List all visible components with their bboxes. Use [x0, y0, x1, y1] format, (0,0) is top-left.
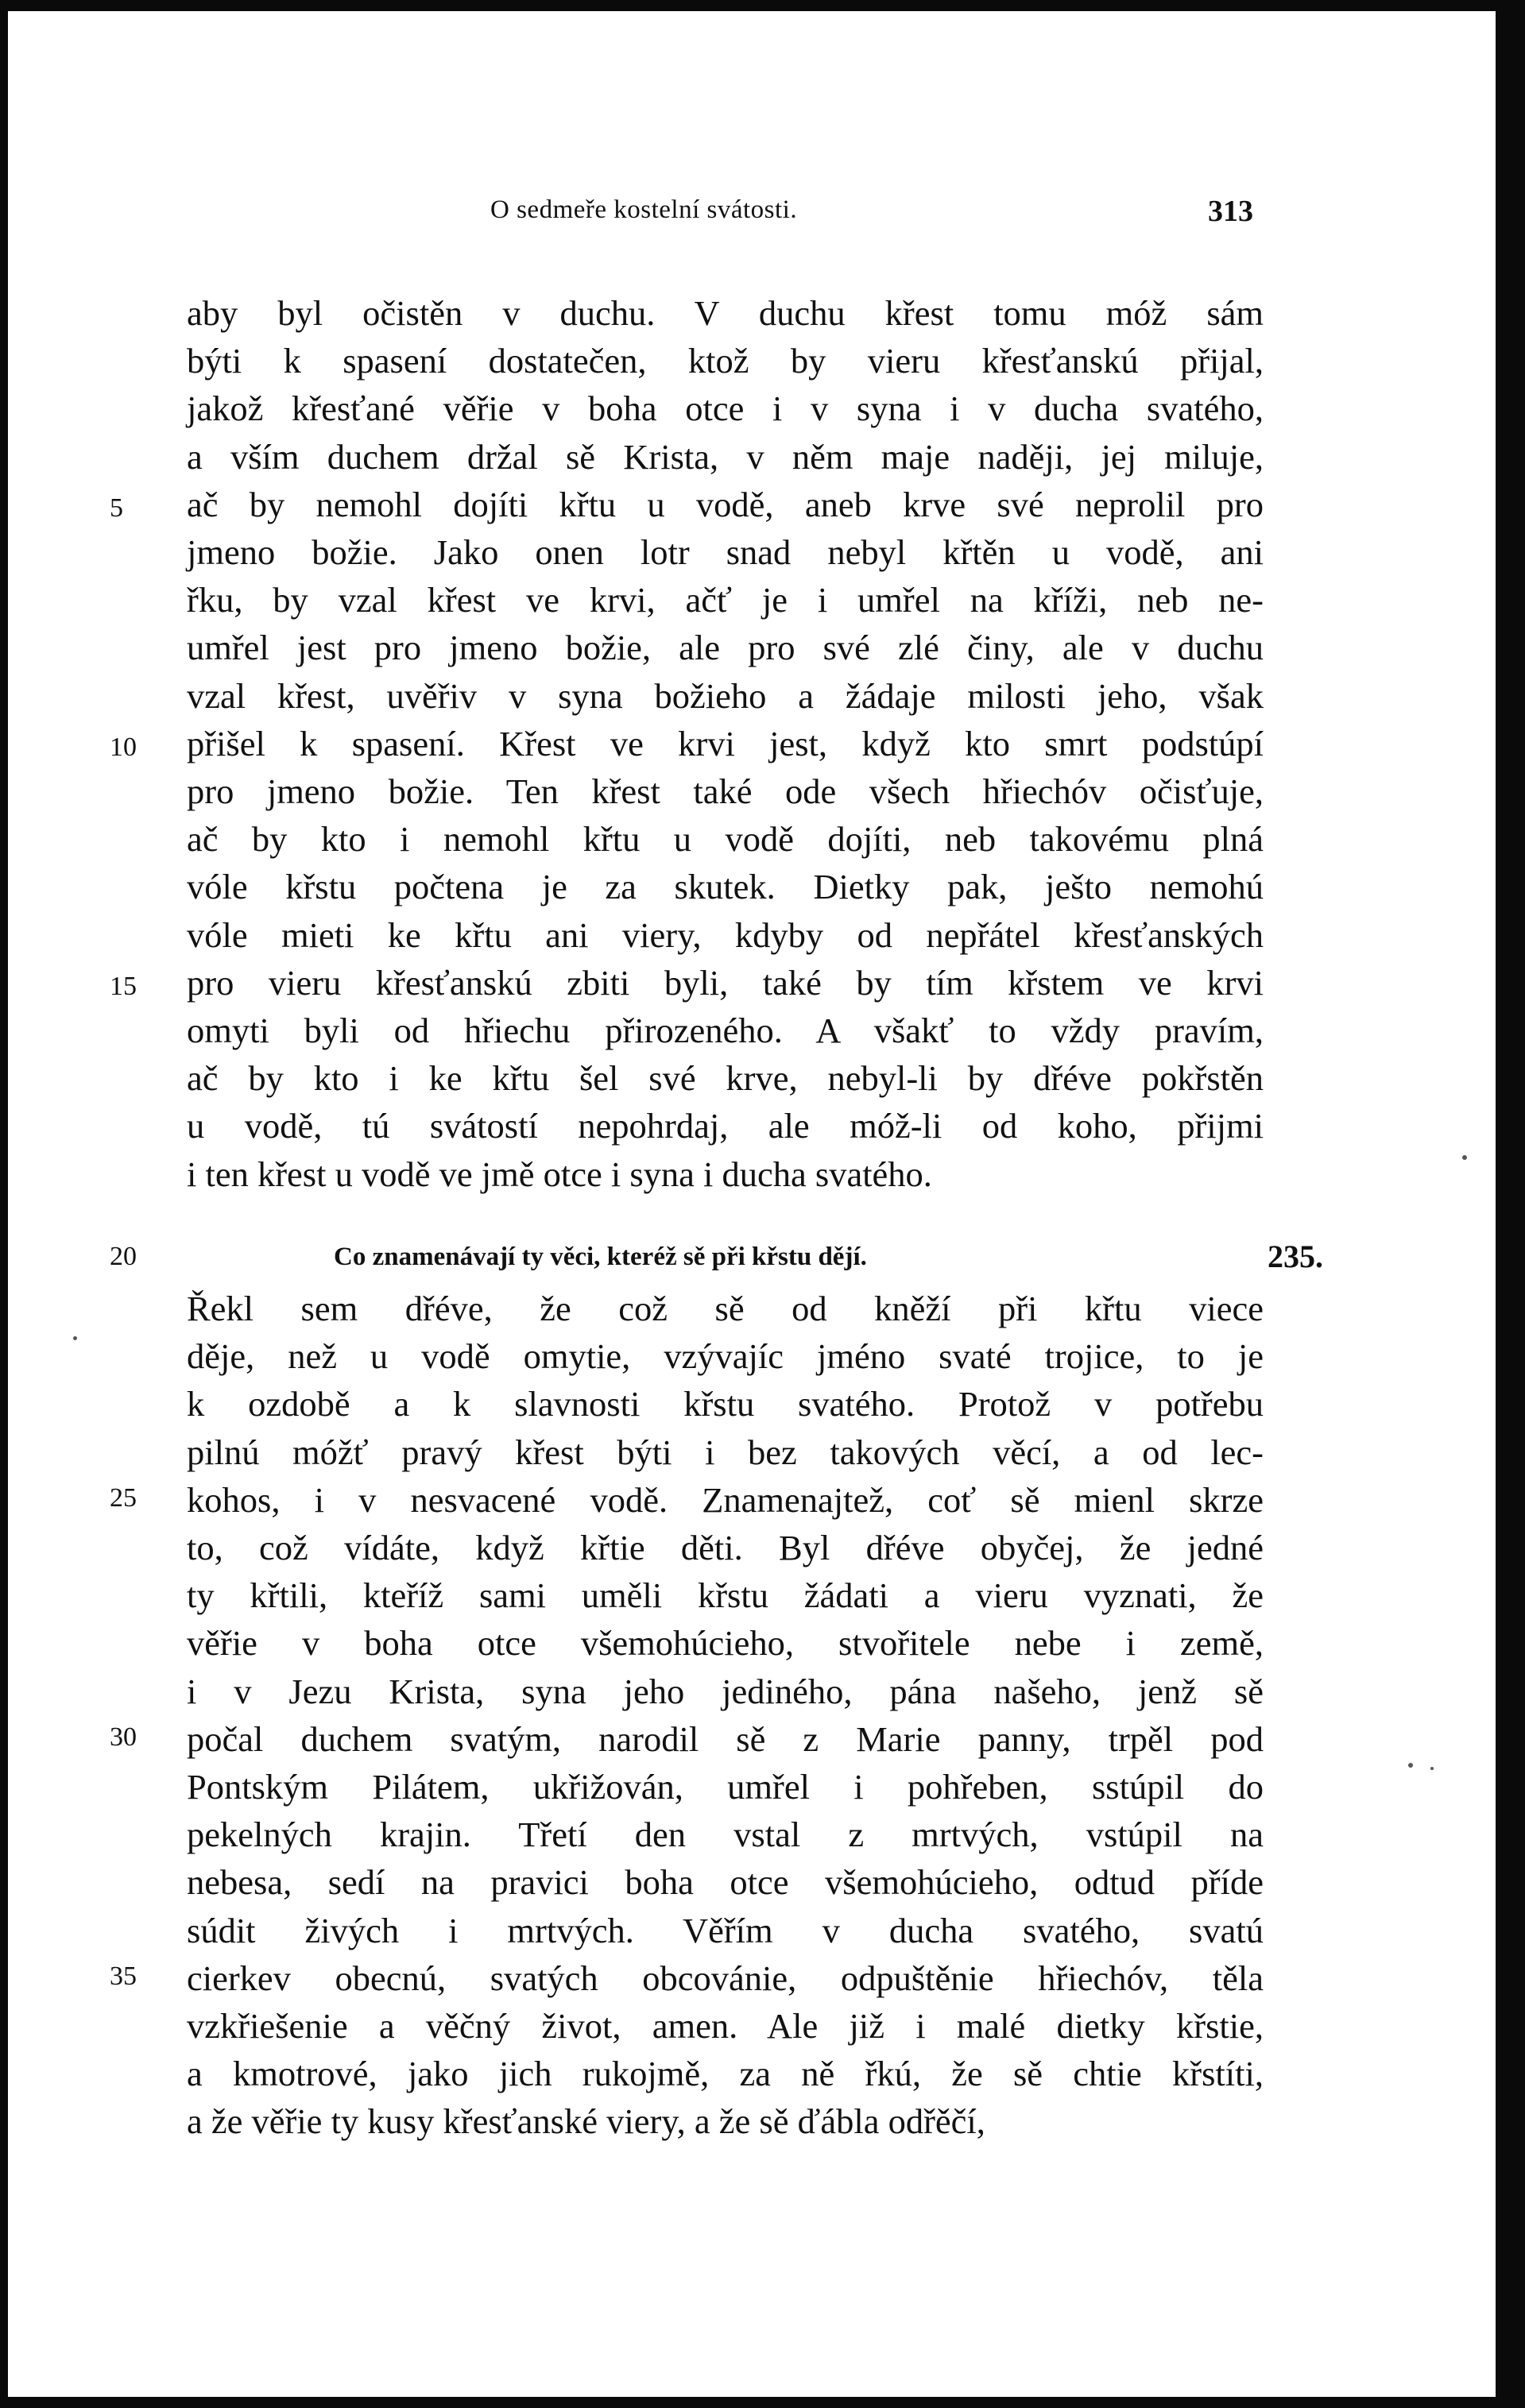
scan-speck	[1408, 1763, 1413, 1768]
text-line: pekelných krajin. Třetí den vstal z mrtvých, vstúpil na	[187, 1815, 1264, 1855]
text-line: to, což vídáte, když křtie děti. Byl dřéve obyčej, že jedné	[187, 1528, 1264, 1567]
text-line: jakož křesťané věřie v boha otce i v syna i v ducha svatého,	[187, 388, 1264, 429]
text-line: jmeno božie. Jako onen lotr snad nebyl křtěn u vodě, ani	[187, 532, 1264, 572]
text-line: pro jmeno božie. Ten křest také ode všech hřiechóv očisťuje,	[187, 771, 1264, 811]
page-number: 313	[1208, 195, 1253, 228]
margin-line-number: 15	[110, 972, 137, 1001]
margin-line-number: 35	[110, 1962, 137, 1991]
text-line: ty křtili, kteříž sami uměli křstu žádati a vieru vyznati, že	[187, 1575, 1264, 1616]
running-title: O sedmeře kostelní svátosti.	[490, 195, 798, 224]
text-line: věřie v boha otce všemohúcieho, stvořitele nebe i země,	[187, 1623, 1264, 1664]
text-line: vóle mieti ke křtu ani viery, kdyby od nepřátel křesťanských	[187, 914, 1264, 955]
text-line: nebesa, sedí na pravici boha otce všemohúcieho, odtud příde	[187, 1862, 1264, 1903]
text-line: a že věřie ty kusy křesťanské viery, a že sě ďábla odřěčí,	[187, 2101, 985, 2142]
text-line: u vodě, tú svátostí nepohrdaj, ale móž-li od koho, přijmi	[187, 1106, 1264, 1146]
section-heading	[8, 1233, 1496, 1281]
text-line: ač by kto i ke křtu šel své krve, nebyl-li by dřéve pokřstěn	[187, 1058, 1264, 1099]
heading-title: Co znamenávají ty věci, kteréž sě při křstu dějí.	[334, 1243, 867, 1271]
text-line: ač by nemohl dojíti křtu u vodě, aneb krve své neprolil pro	[187, 484, 1264, 524]
book-page	[8, 11, 1496, 2397]
text-line: i ten křest u vodě ve jmě otce i syna i ducha svatého.	[187, 1154, 932, 1194]
scan-speck	[73, 1336, 77, 1340]
scan-speck	[1430, 1767, 1434, 1770]
text-line: vóle křstu počtena je za skutek. Dietky pak, ješto nemohú	[187, 867, 1264, 907]
text-line: súdit živých i mrtvých. Věřím v ducha svatého, svatú	[187, 1910, 1264, 1950]
text-line: Pontským Pilátem, ukřižován, umřel i pohřeben, sstúpil do	[187, 1767, 1264, 1807]
page-header	[8, 192, 1496, 232]
margin-line-number: 5	[110, 493, 123, 523]
margin-line-number: 30	[110, 1722, 137, 1752]
text-line: pro vieru křesťanskú zbiti byli, také by tím křstem ve krvi	[187, 962, 1264, 1003]
text-line: řku, by vzal křest ve krvi, ačť je i umřel na kříži, neb ne-	[187, 580, 1264, 620]
margin-line-number: 10	[110, 732, 137, 762]
scan-speck	[1462, 1155, 1467, 1160]
heading-line-number: 20	[110, 1242, 137, 1271]
text-line: kohos, i v nesvacené vodě. Znamenajtež, coť sě mienl skrze	[187, 1479, 1264, 1520]
text-line: cierkev obecnú, svatých obcovánie, odpuštěnie hřiechóv, těla	[187, 1958, 1264, 1998]
section-number: 235.	[1268, 1239, 1323, 1274]
text-line: umřel jest pro jmeno božie, ale pro své zlé činy, ale v duchu	[187, 628, 1264, 668]
text-line: k ozdobě a k slavnosti křstu svatého. Protož v potřebu	[187, 1384, 1264, 1424]
margin-line-number: 25	[110, 1483, 137, 1513]
text-line: přišel k spasení. Křest ve krvi jest, když kto smrt podstúpí	[187, 723, 1264, 763]
text-line: aby byl očistěn v duchu. V duchu křest tomu móž sám	[187, 293, 1264, 333]
text-line: děje, než u vodě omytie, vzývajíc jméno svaté trojice, to je	[187, 1336, 1264, 1377]
text-line: ač by kto i nemohl křtu u vodě dojíti, neb takovému plná	[187, 819, 1264, 860]
text-line: i v Jezu Krista, syna jeho jediného, pána našeho, jenž sě	[187, 1671, 1264, 1711]
text-line: vzal křest, uvěřiv v syna božieho a žádaje milosti jeho, však	[187, 675, 1264, 716]
text-line: vzkřiešenie a věčný život, amen. Ale již i malé dietky křstie,	[187, 2006, 1264, 2046]
text-line: počal duchem svatým, narodil sě z Marie panny, trpěl pod	[187, 1718, 1264, 1759]
text-line: omyti byli od hřiechu přirozeného. A všakť to vždy pravím,	[187, 1011, 1264, 1050]
text-line: a kmotrové, jako jich rukojmě, za ně řkú, že sě chtie křstíti,	[187, 2054, 1264, 2094]
text-line: Řekl sem dřéve, že což sě od kněží při křtu viece	[187, 1289, 1264, 1328]
text-line: pilnú móžť pravý křest býti i bez takových věcí, a od lec-	[187, 1432, 1264, 1472]
text-line: a vším duchem držal sě Krista, v něm maje naději, jej miluje,	[187, 436, 1264, 477]
text-line: býti k spasení dostatečen, ktož by vieru křesťanskú přijal,	[187, 341, 1264, 381]
